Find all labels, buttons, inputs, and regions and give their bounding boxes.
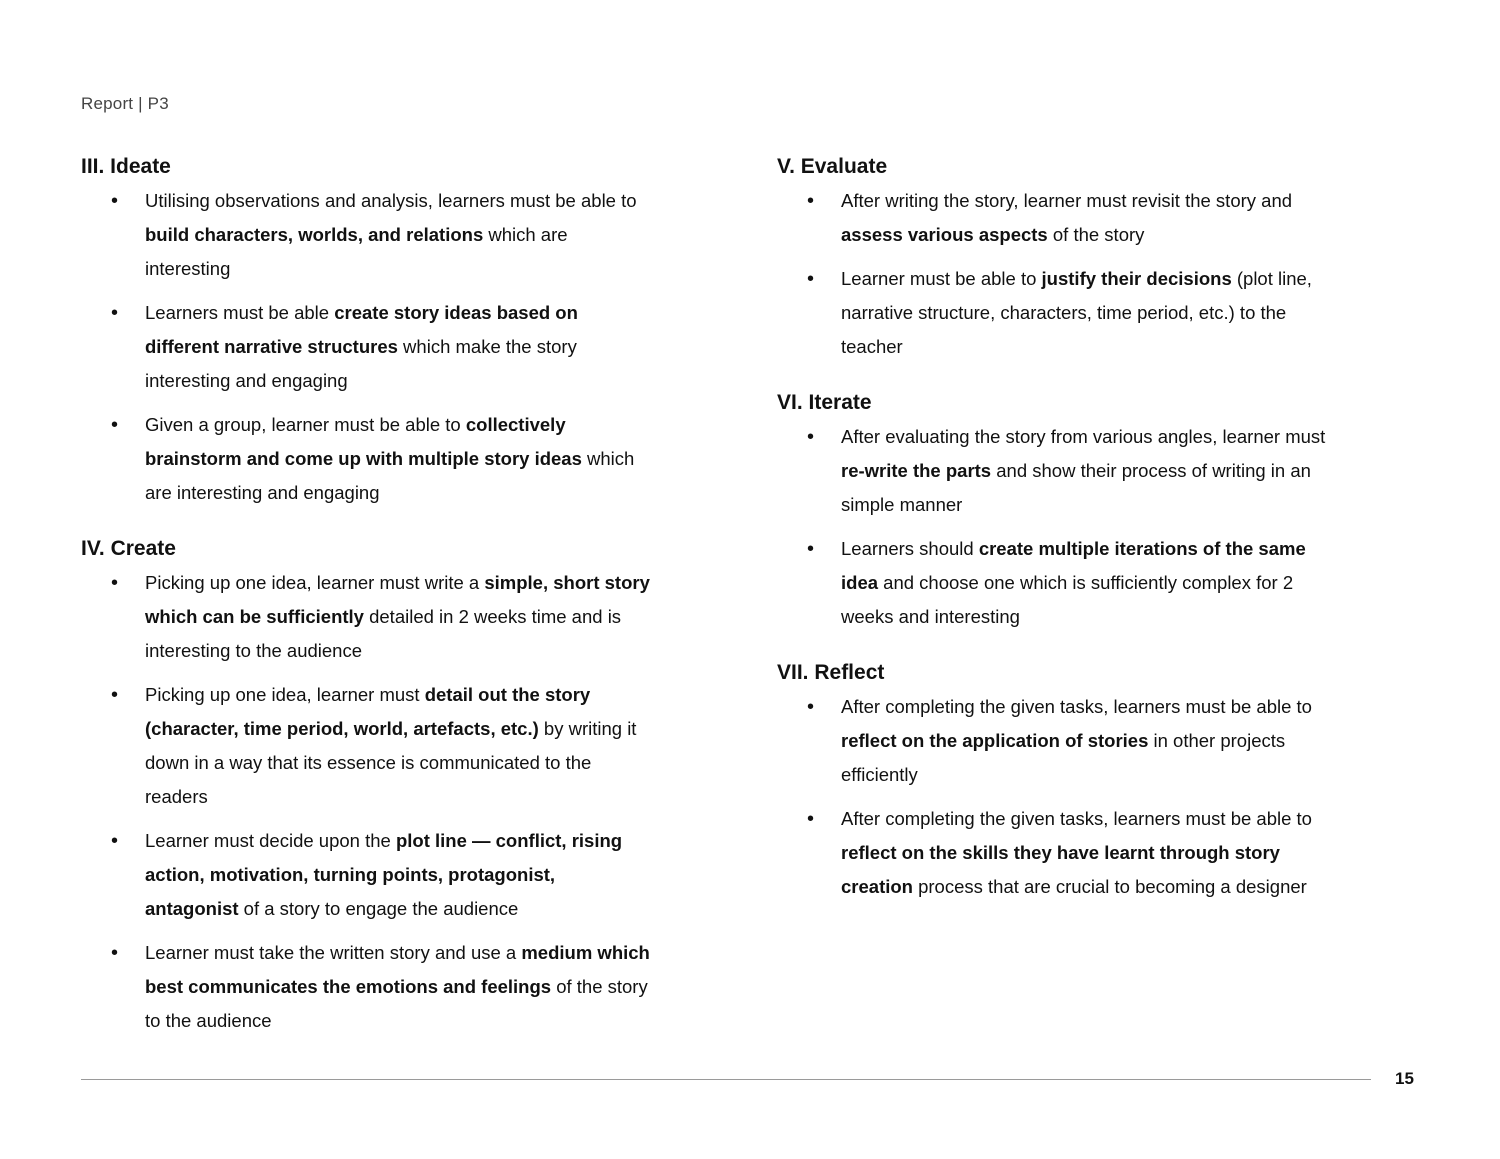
- bullet-text: of a story to engage the audience: [238, 898, 519, 919]
- section-heading: III. Ideate: [81, 155, 171, 178]
- bullet-item: [81, 936, 651, 1038]
- bullet-text-bold: simple, short story which can be sufficiently: [145, 572, 650, 627]
- section-heading: IV. Create: [81, 537, 176, 560]
- bullet-text-bold: collectively brainstorm and come up with multiple story ideas: [145, 414, 582, 469]
- left-column: [81, 150, 651, 1060]
- bullet-item: [81, 824, 651, 926]
- bullet-text: by writing it down in a way that its essence is communicated to the readers: [145, 718, 637, 807]
- bullet-list: [777, 420, 1347, 634]
- bullet-text-bold: medium which best communicates the emotions and feelings: [145, 942, 650, 997]
- bullet-text: which make the story interesting and engaging: [145, 336, 577, 391]
- bullet-text-bold: reflect on the skills they have learnt through story creation: [841, 842, 1280, 897]
- bullet-text: detailed in 2 weeks time and is interesting to the audience: [145, 606, 622, 661]
- bullet-text: Learner must take the written story and use a: [145, 942, 522, 963]
- bullet-item: [777, 802, 1347, 904]
- footer-divider: [81, 1079, 1371, 1080]
- bullet-list: [777, 184, 1347, 364]
- bullet-item: [81, 408, 651, 510]
- section: [81, 532, 651, 1038]
- bullet-text-bold: plot line — conflict, rising action, motivation, turning points, protagonist, antagonist: [145, 830, 623, 919]
- section-heading: VI. Iterate: [777, 391, 872, 414]
- bullet-item: [81, 184, 651, 286]
- bullet-text: After completing the given tasks, learners must be able to: [841, 696, 1312, 717]
- section-heading: VII. Reflect: [777, 661, 885, 684]
- bullet-list: [777, 690, 1347, 904]
- section: [81, 150, 651, 510]
- bullet-text: Learners should: [841, 538, 979, 559]
- bullet-text-bold: reflect on the application of stories: [841, 730, 1149, 751]
- bullet-text: After evaluating the story from various angles, learner must: [841, 426, 1326, 447]
- bullet-text: in other projects efficiently: [841, 730, 1286, 785]
- bullet-text: Learner must decide upon the: [145, 830, 396, 851]
- bullet-text: Learners must be able: [145, 302, 335, 323]
- bullet-text: process that are crucial to becoming a designer: [912, 876, 1307, 897]
- section-heading: V. Evaluate: [777, 155, 888, 178]
- bullet-text: (plot line, narrative structure, characters, time period, etc.) to the teacher: [841, 268, 1312, 357]
- section: [777, 150, 1347, 364]
- bullet-text: of the story to the audience: [145, 976, 648, 1031]
- right-column: [777, 150, 1347, 926]
- bullet-item: [777, 532, 1347, 634]
- bullet-text-bold: assess various aspects: [841, 224, 1048, 245]
- bullet-item: [81, 296, 651, 398]
- page-number: 15: [1395, 1069, 1414, 1088]
- bullet-text-bold: build characters, worlds, and relations: [145, 224, 484, 245]
- bullet-text-bold: create story ideas based on different narrative structures: [145, 302, 578, 357]
- bullet-text: of the story: [1047, 224, 1145, 245]
- bullet-text: Picking up one idea, learner must write a: [145, 572, 485, 593]
- bullet-text: and choose one which is sufficiently complex for 2 weeks and interesting: [841, 572, 1294, 627]
- bullet-text-bold: re-write the parts: [841, 460, 992, 481]
- bullet-text: which are interesting and engaging: [145, 448, 635, 503]
- bullet-list: [81, 566, 651, 1038]
- section: [777, 656, 1347, 904]
- bullet-text-bold: justify their decisions: [1041, 268, 1232, 289]
- bullet-text: After writing the story, learner must revisit the story and: [841, 190, 1293, 211]
- running-header: Report | P3: [81, 94, 169, 113]
- bullet-item: [81, 678, 651, 814]
- bullet-text: Learner must be able to: [841, 268, 1042, 289]
- bullet-item: [777, 420, 1347, 522]
- bullet-text: Picking up one idea, learner must: [145, 684, 425, 705]
- bullet-text: Utilising observations and analysis, learners must be able to: [145, 190, 637, 211]
- bullet-list: [81, 184, 651, 510]
- bullet-text: Given a group, learner must be able to: [145, 414, 466, 435]
- bullet-text-bold: create multiple iterations of the same idea: [841, 538, 1306, 593]
- bullet-item: [777, 262, 1347, 364]
- bullet-text-bold: detail out the story (character, time period, world, artefacts, etc.): [145, 684, 591, 739]
- section: [777, 386, 1347, 634]
- bullet-text: After completing the given tasks, learners must be able to: [841, 808, 1312, 829]
- bullet-text: which are interesting: [145, 224, 568, 279]
- bullet-item: [777, 184, 1347, 252]
- bullet-item: [777, 690, 1347, 792]
- bullet-item: [81, 566, 651, 668]
- bullet-text: and show their process of writing in an simple manner: [841, 460, 1311, 515]
